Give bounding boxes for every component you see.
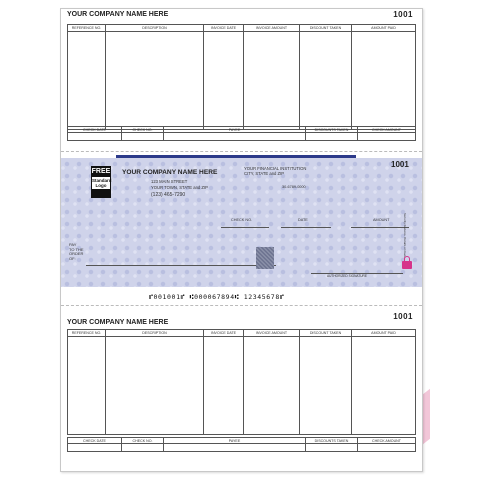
footer-cell[interactable]	[68, 133, 122, 141]
invoice-table-header	[68, 330, 416, 337]
footer-cell[interactable]	[306, 133, 358, 141]
col-discount-taken: DISCOUNT TAKEN	[300, 25, 352, 32]
standard-logo	[91, 166, 111, 198]
payee-line[interactable]	[86, 265, 276, 266]
check-company-name: YOUR COMPANY NAME HERE	[122, 169, 218, 176]
footer-cell[interactable]	[164, 133, 306, 141]
col-amount-paid: AMOUNT PAID	[352, 25, 416, 32]
invoice-cell[interactable]	[204, 337, 244, 435]
invoice-cell[interactable]	[244, 337, 300, 435]
footer-cell[interactable]	[358, 133, 416, 141]
col-payee: PAYEE	[164, 127, 306, 133]
col-check-amount: CHECK AMOUNT	[358, 438, 416, 444]
col-reference-no: REFERENCE NO.	[68, 330, 106, 337]
bank-info	[244, 167, 306, 176]
invoice-cell[interactable]	[300, 32, 352, 130]
bank-name: YOUR FINANCIAL INSTITUTION	[244, 166, 307, 171]
fractional-routing: 30-6789-0000	[282, 185, 306, 189]
col-discounts-taken: DISCOUNTS TAKEN	[306, 438, 358, 444]
invoice-cell[interactable]	[352, 337, 416, 435]
pay-label-line: ORDER	[69, 251, 84, 257]
invoice-table	[67, 329, 416, 435]
col-check-no: CHECK NO.	[122, 127, 164, 133]
col-amount-paid: AMOUNT PAID	[352, 330, 416, 337]
col-invoice-amount: INVOICE AMOUNT	[244, 330, 300, 337]
col-check-amount: CHECK AMOUNT	[358, 127, 416, 133]
check-address-line-1: 123 MAIN STREET	[151, 179, 188, 184]
invoice-cell[interactable]	[106, 337, 204, 435]
invoice-table	[67, 24, 416, 130]
check-form-page	[60, 8, 423, 472]
stub-company-name: YOUR COMPANY NAME HERE	[67, 319, 169, 326]
check-number: 1001	[391, 160, 409, 169]
amount-field[interactable]	[351, 227, 409, 228]
invoice-cell[interactable]	[244, 32, 300, 130]
check-address-line-2: YOUR TOWN, STATE and ZIP	[151, 185, 208, 190]
date-field[interactable]	[281, 227, 331, 228]
security-features-text: Security features. Details on back.	[403, 213, 407, 259]
check-top-band	[116, 155, 356, 158]
check-security-background	[61, 158, 422, 287]
col-invoice-amount: INVOICE AMOUNT	[244, 25, 300, 32]
invoice-table-body	[68, 337, 416, 435]
invoice-table-header	[68, 25, 416, 32]
check	[61, 155, 422, 287]
invoice-cell[interactable]	[352, 32, 416, 130]
stub-footer-table	[67, 437, 416, 452]
date-label: DATE	[298, 218, 308, 222]
check-phone: (123) 465-7290	[151, 192, 186, 198]
logo-standard-text: Standard Logo	[92, 178, 112, 188]
pay-label-line: OF:	[69, 255, 76, 261]
col-check-no: CHECK NO.	[122, 438, 164, 444]
footer-cell[interactable]	[306, 444, 358, 452]
hologram-foil	[256, 247, 274, 269]
col-payee: PAYEE	[164, 438, 306, 444]
invoice-cell[interactable]	[106, 32, 204, 130]
logo-free-text: FREE	[91, 168, 111, 175]
amount-label: AMOUNT	[373, 218, 390, 222]
footer-cell[interactable]	[122, 133, 164, 141]
stub-company-name: YOUR COMPANY NAME HERE	[67, 11, 169, 18]
col-check-date: CHECK DATE	[68, 438, 122, 444]
stub-check-number: 1001	[393, 10, 413, 19]
col-description: DESCRIPTION	[106, 25, 204, 32]
col-discount-taken: DISCOUNT TAKEN	[300, 330, 352, 337]
invoice-cell[interactable]	[68, 337, 106, 435]
padlock-icon	[402, 261, 412, 269]
stub-footer-table	[67, 126, 416, 141]
pay-to-the-order-of-label	[69, 243, 84, 261]
footer-cell[interactable]	[358, 444, 416, 452]
perforation-line	[61, 151, 422, 152]
invoice-cell[interactable]	[204, 32, 244, 130]
col-invoice-date: INVOICE DATE	[204, 25, 244, 32]
col-discounts-taken: DISCOUNTS TAKEN	[306, 127, 358, 133]
perforation-line	[61, 305, 422, 306]
footer-cell[interactable]	[122, 444, 164, 452]
invoice-cell[interactable]	[68, 32, 106, 130]
pay-label-line: TO THE	[69, 246, 84, 252]
stub-check-number: 1001	[393, 312, 413, 321]
footer-cell[interactable]	[68, 444, 122, 452]
check-no-field[interactable]	[221, 227, 269, 228]
micr-line: ⑈001001⑈ ⑆000067894⑆ 12345678⑈	[149, 293, 285, 301]
col-reference-no: REFERENCE NO.	[68, 25, 106, 32]
signature-label: AUTHORIZED SIGNATURE	[327, 274, 367, 278]
invoice-cell[interactable]	[300, 337, 352, 435]
col-check-date: CHECK DATE	[68, 127, 122, 133]
col-description: DESCRIPTION	[106, 330, 204, 337]
invoice-table-body	[68, 32, 416, 130]
bank-city: CITY, STATE and ZIP	[244, 170, 285, 176]
footer-cell[interactable]	[164, 444, 306, 452]
col-invoice-date: INVOICE DATE	[204, 330, 244, 337]
pay-label-line: PAY	[69, 242, 77, 247]
check-no-label: CHECK NO.	[231, 218, 253, 222]
